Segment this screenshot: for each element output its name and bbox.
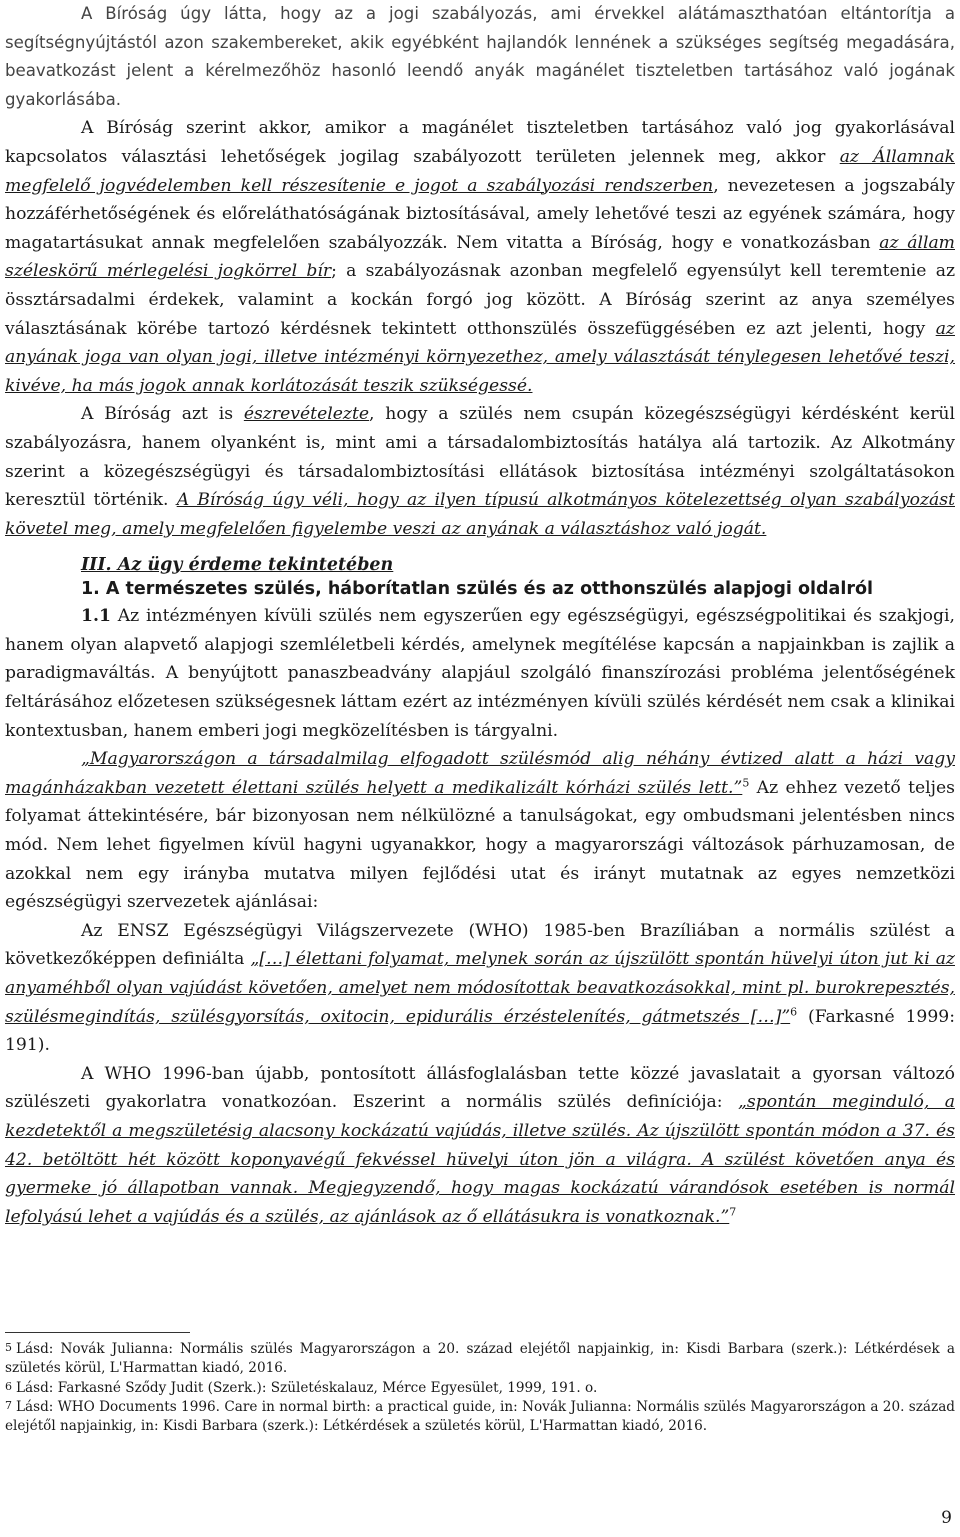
quote-text: „[…] élettani folyamat, melynek során az újszülött spontán hüvelyi úton jut ki az anyaméhből olyan vajúdást követően, amelyet nem módosítottak beavatkozásokkal, mint pl. burokrepesztés, szülésmegindítás, szülésgyorsítás, oxitocin, epidurális érzéstelenítés, gátmetszés […]” bbox=[5, 949, 955, 1027]
page-number: 9 bbox=[941, 1508, 952, 1528]
paragraph-who-1996 bbox=[5, 1060, 955, 1232]
section-heading: III. Az ügy érdeme tekintetében bbox=[81, 555, 394, 576]
emphasis-text: A Bíróság úgy véli, hogy az ilyen típusú alkotmányos kötelezettség olyan szabályozást követel meg, amely megfelelően figyelembe veszi az anyának a választáshoz való jogát. bbox=[5, 490, 955, 539]
document-page bbox=[5, 0, 955, 1231]
footnote-number: 7 bbox=[5, 1399, 12, 1413]
emphasis-text: az anyának joga van olyan jogi, illetve intézményi környezethez, amely választását ténylegesen lehetővé teszi, kivéve, ha más jogok annak korlátozását teszik szükségessé. bbox=[5, 318, 955, 396]
paragraph-text: Az ENSZ Egészségügyi Világszervezete (WHO) 1985-ben Brazíliában a normális szülést a következőképpen definiálta bbox=[5, 920, 955, 970]
paragraph-hungary-birth bbox=[5, 745, 955, 917]
paragraph-text: A Bíróság úgy látta, hogy az a jogi szabályozás, ami érvekkel alátámaszthatóan eltántorítja a segítségnyújtástól azon szakembereket, akik egyébként hajlandók lennének a szükséges segítség megadására, beavatkozást jelent a kérelmezőhöz hasonló leendő anyák magánélet tiszteletben tartásához való jogának gyakorlásába. bbox=[5, 4, 955, 109]
paragraph-text: Az ehhez vezető teljes folyamat áttekintésére, bár bizonyosan nem nélkülözné a tanulságokat, egy ombudsmani jelentésben nincs mód. Nem lehet figyelmen kívül hagyni ugyanakkor, hogy a magyarországi változások párhuzamosan, de azokkal nem egy irányba mutatva milyen fejlődési utat és irányt mutatnak az egyes nemzetközi egészségügyi szervezetek ajánlásai: bbox=[5, 777, 955, 913]
footnote-ref[interactable]: 5 bbox=[742, 776, 750, 790]
footnote-item bbox=[5, 1397, 955, 1436]
paragraph-text: (Farkasné 1999: 191). bbox=[5, 1006, 955, 1056]
subsection-heading: 1. A természetes szülés, háborítatlan szülés és az otthonszülés alapjogi oldalról bbox=[81, 579, 873, 600]
emphasis-text: az állam széleskörű mérlegelési jogkörrel bír bbox=[5, 232, 955, 282]
emphasis-text: észrevételezte bbox=[243, 404, 370, 425]
paragraph-number: 1.1 bbox=[81, 606, 111, 627]
footnote-text: Lásd: WHO Documents 1996. Care in normal birth: a practical guide, in: Novák Julianna: Normális szülés Magyarországon a 20. század elejétől napjainkig, in: Kisdi Barbara (szerk.): Létkérdések a születés körül, L'Harmattan kiadó, 2016. bbox=[5, 1399, 955, 1435]
footnote-item bbox=[5, 1378, 955, 1398]
quote-text: „spontán meginduló, a kezdetektől a megszületésig alacsony kockázatú vajúdás, illetve szülés. Az újszülött spontán módon a 37. és 42. betöltött hét között koponyavégű fekvéssel hüvelyi úton jön a világra. A szülést követően anya és gyermeke jó állapotban vannak. Megjegyzendő, hogy magas kockázatú várandósok esetében is normál lefolyású lehet a vajúdás és a szülés, az ajánlások az ő ellátásukra is vonatkoznak.” bbox=[5, 1092, 955, 1227]
paragraph-text: A Bíróság azt is bbox=[81, 404, 244, 425]
footnote-number: 6 bbox=[5, 1379, 12, 1393]
paragraph-text: , nevezetesen a jogszabály hozzáférhetőségének és előreláthatóságának biztosításával, amely lehetővé teszi az egyének számára, hogy magatartásukat annak megfelelően szabályozzák. Nem vitatta a Bíróság, hogy e vonatkozásban bbox=[5, 175, 955, 253]
paragraph-text: A Bíróság szerint akkor, amikor a magánélet tiszteletben tartásához való jog gyakorlásával kapcsolatos választási lehetőségek jogilag szabályozott területen jelennek meg, akkor bbox=[5, 118, 955, 167]
footnotes-section bbox=[5, 1332, 955, 1436]
footnote-text: Lásd: Farkasné Sződy Judit (Szerk.): Születéskalauz, Mérce Egyesület, 1999, 191. o. bbox=[16, 1379, 598, 1396]
footnote-item bbox=[5, 1339, 955, 1378]
paragraph-court-intervention bbox=[5, 0, 955, 114]
footnote-ref[interactable]: 7 bbox=[729, 1205, 737, 1219]
paragraph-public-health bbox=[5, 400, 955, 543]
emphasis-text: az Államnak megfelelő jogvédelemben kell részesítenie e jogot a szabályozási rendszerben bbox=[5, 146, 955, 196]
paragraph-text: Az intézményen kívüli szülés nem egyszerűen egy egészségügyi, egészségpolitikai és szakjogi, hanem olyan alapvető alapjogi szemléletbeli kérdés, amelynek megítélése kapcsán a napjainkban is zajlik a paradigmaváltás. A benyújtott panaszbeadvány alapjául szolgáló finanszírozási probléma jelentőségének feltárásához előzetesen szükségesnek láttam ezért az intézményen kívüli szülés kérdését nem csak a klinikai kontextusban, hanem emberi jogi megközelítésben is tárgyalni. bbox=[5, 606, 955, 741]
quote-text: „Magyarországon a társadalmilag elfogadott szülésmód alig néhány évtized alatt a házi vagy magánházakban vezetett élettani szülés helyett a medikalizált kórházi szülés lett.” bbox=[5, 749, 955, 798]
paragraph-legal-regulation bbox=[5, 114, 955, 400]
footnote-divider bbox=[5, 1332, 190, 1333]
footnote-ref[interactable]: 6 bbox=[790, 1004, 798, 1018]
paragraph-text: , hogy a szülés nem csupán közegészségügyi kérdésként kerül szabályozásra, hanem olyanként is, mint ami a társadalombiztosítás hatálya alá tartozik. Az Alkotmány szerint a közegészségügyi és társadalombiztosítási ellátások biztosítása intézményi szolgáltatásokon keresztül történik. bbox=[5, 404, 955, 511]
footnote-text: Lásd: Novák Julianna: Normális szülés Magyarországon a 20. század elejétől napjainkig, in: Kisdi Barbara (szerk.): Létkérdések a születés körül, L'Harmattan kiadó, 2016. bbox=[5, 1341, 955, 1376]
paragraph-text: A WHO 1996-ban újabb, pontosított állásfoglalásban tette közzé javaslatait a gyorsan változó szülészeti gyakorlatra vonatkozóan. Eszerint a normális szülés definíciója: bbox=[5, 1063, 955, 1113]
paragraph-birth-paradigm bbox=[5, 602, 955, 745]
paragraph-who-1985 bbox=[5, 917, 955, 1060]
paragraph-text: ; a szabályozásnak azonban megfelelő egyensúlyt kell teremtenie az össztársadalmi érdekek, valamint a kockán forgó jog között. A Bíróság szerint az anya személyes választásának körébe tartozó kérdésnek tekintett otthonszülés összefüggésében ez azt jelenti, hogy bbox=[5, 261, 955, 339]
footnote-number: 5 bbox=[5, 1341, 12, 1354]
